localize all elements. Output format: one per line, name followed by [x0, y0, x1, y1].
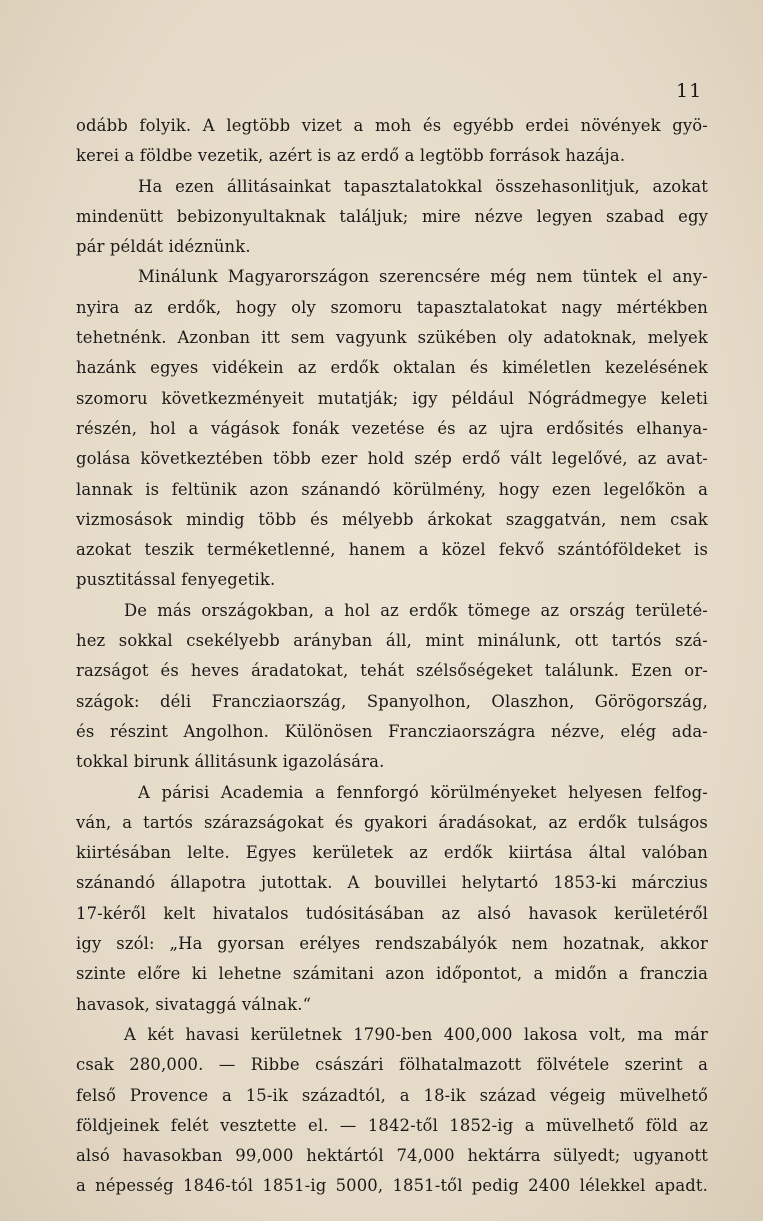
text-line: Ha ezen állitásainkat tapasztalatokkal összehasonlitjuk, azokat [138, 176, 708, 196]
text-line: felső Provence a 15-ik századtól, a 18-ik század végeig müvelhető [76, 1085, 708, 1105]
text-line: odább folyik. A legtöbb vizet a moh és egyébb erdei növények gyö- [76, 116, 708, 135]
text-line: szánandó állapotra jutottak. A bouvillei helytartó 1853-ki márczius [76, 873, 708, 893]
text-line: alsó havasokban 99,000 hektártól 74,000 hektárra sülyedt; ugyanott [76, 1146, 708, 1166]
text-line: tehetnénk. Azonban itt sem vagyunk szükében oly adatoknak, melyek [76, 328, 708, 348]
text-line: csak 280,000. — Ribbe császári fölhatalmazott fölvétele szerint a [76, 1055, 708, 1075]
text-line: hez sokkal csekélyebb arányban áll, mint minálunk, ott tartós szá- [76, 631, 708, 651]
text-line: részén, hol a vágások fonák vezetése és az ujra erdősités elhanya- [76, 418, 708, 438]
text-line: De más országokban, a hol az erdők tömege az ország területé- [124, 600, 708, 620]
text-line: A két havasi kerületnek 1790-ben 400,000 lakosa volt, ma már [124, 1024, 708, 1044]
text-line: szomoru következményeit mutatják; igy például Nógrádmegye keleti [76, 388, 708, 408]
text-line: azokat teszik terméketlenné, hanem a közel fekvő szántóföldeket is [76, 540, 708, 560]
text-line: szágok: déli Francziaország, Spanyolhon, Olaszhon, Görögország, [76, 691, 708, 711]
text-line: kerei a földbe vezetik, azért is az erdő a legtöbb források hazája. [76, 146, 626, 166]
text-line: A párisi Academia a fennforgó körülményeket helyesen felfog- [138, 782, 708, 802]
body-text [76, 111, 708, 1202]
text-line: lannak is feltünik azon szánandó körülmény, hogy ezen legelőkön a [76, 479, 708, 499]
page-number: 11 [676, 80, 703, 102]
text-line: igy szól: „Ha gyorsan erélyes rendszabályók nem hozatnak, akkor [76, 934, 708, 954]
text-line: hazánk egyes vidékein az erdők oktalan és kiméletlen kezelésének [76, 358, 708, 378]
text-line: razságot és heves áradatokat, tehát szélsőségeket találunk. Ezen or- [76, 661, 708, 681]
text-line: vizmosások mindig több és mélyebb árkokat szaggatván, nem csak [76, 509, 708, 529]
text-line: ván, a tartós szárazságokat és gyakori áradásokat, az erdők tulságos [76, 812, 708, 832]
text-line: havasok, sivataggá válnak.“ [76, 994, 312, 1014]
text-line: szinte előre ki lehetne számitani azon időpontot, a midőn a franczia [76, 964, 708, 984]
text-line: Minálunk Magyarországon szerencsére még nem tüntek el any- [138, 267, 708, 287]
text-line: kiirtésában lelte. Egyes kerületek az erdők kiirtása által valóban [76, 843, 708, 863]
text-line: golása következtében több ezer hold szép erdő vált legelővé, az avat- [76, 449, 708, 469]
text-line: 17-kéről kelt hivatalos tudósitásában az alsó havasok kerületéről [76, 903, 708, 923]
text-line: pár példát idéznünk. [76, 237, 251, 257]
text-line: és részint Angolhon. Különösen Francziaországra nézve, elég ada- [76, 721, 708, 741]
text-line: a népesség 1846-tól 1851-ig 5000, 1851-től pedig 2400 lélekkel apadt. [76, 1176, 708, 1196]
text-line: pusztitással fenyegetik. [76, 570, 276, 590]
text-line: nyira az erdők, hogy oly szomoru tapasztalatokat nagy mértékben [76, 297, 708, 317]
text-line: mindenütt bebizonyultaknak találjuk; mire nézve legyen szabad egy [76, 206, 708, 226]
text-line: tokkal birunk állitásunk igazolására. [76, 752, 385, 772]
text-line: földjeinek felét vesztette el. — 1842-től 1852-ig a müvelhető föld az [76, 1115, 708, 1135]
